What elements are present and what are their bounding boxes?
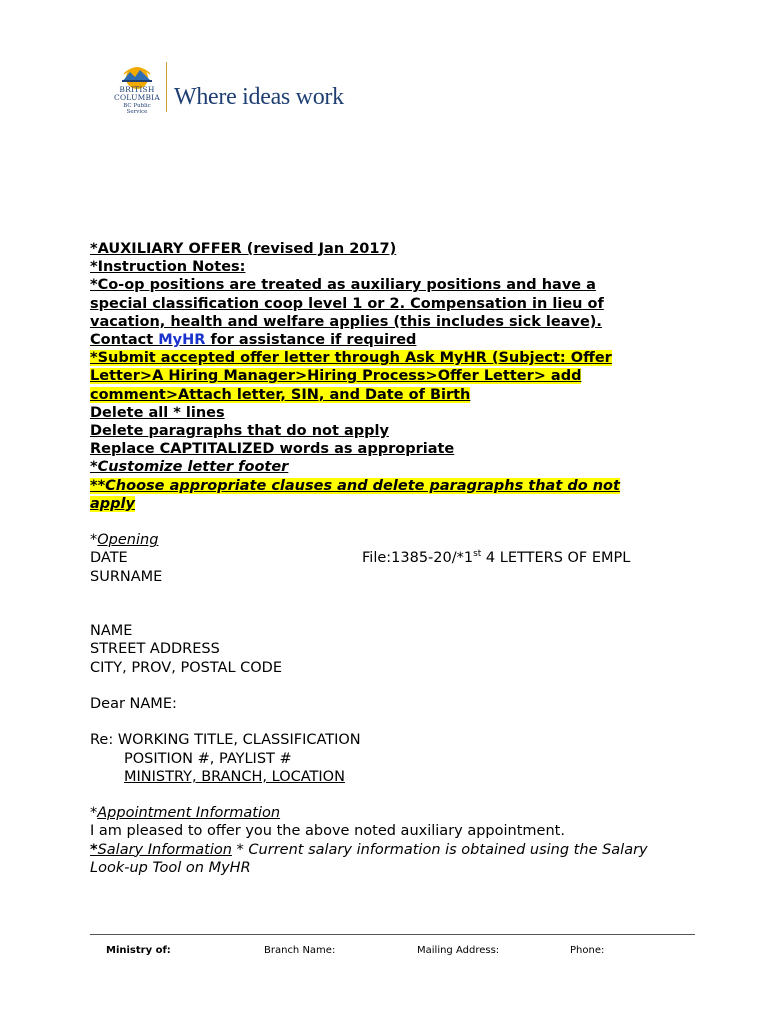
footer-mailing-address: Mailing Address: [417,945,500,956]
logo-line-public-service: BC Public Service [123,103,151,115]
spacer [90,604,680,622]
replace-caps-note: Replace CAPTITALIZED words as appropriate [90,441,455,458]
re-line-2: POSITION #, PAYLIST # [124,750,292,767]
city-field: CITY, PROV, POSTAL CODE [90,659,283,676]
logo-line-columbia: COLUMBIA [114,93,160,102]
delete-paragraphs-note: Delete paragraphs that do not apply [90,423,389,440]
contact-line [90,331,680,349]
name-field: NAME [90,623,133,640]
date-row [90,549,680,567]
coop-note-line-2: special classification coop level 1 or 2. Compensation in lieu of [90,295,604,312]
appointment-heading: *Appointment Information [90,805,281,822]
submit-note-line-1: *Submit accepted offer letter through Ask MyHR (Subject: Offer [90,350,612,367]
coop-note-line-3: vacation, health and welfare applies (this includes sick leave). [90,313,602,330]
logo-line-british: BRITISH [119,85,155,94]
instruction-notes-label: *Instruction Notes: [90,259,246,276]
spacer [90,677,680,695]
contact-prefix: Contact [90,332,159,349]
footer-branch-name: Branch Name: [264,945,336,956]
submit-note-line-2: Letter>A Hiring Manager>Hiring Process>Offer Letter> add [90,368,582,385]
submit-note-line-3: comment>Attach letter, SIN, and Date of Birth [90,386,471,403]
opening-heading: *Opening [90,532,159,549]
date-field: DATE [90,550,128,567]
footer-divider [90,934,695,935]
salary-line-1: *Salary Information * Current salary information is obtained using the Salary [90,841,648,858]
appointment-text: I am pleased to offer you the above noted auxiliary appointment. [90,823,565,840]
spacer [90,513,680,531]
file-reference: File:1385-20/*1st 4 LETTERS OF EMPL [362,549,631,567]
delete-lines-note: Delete all * lines [90,404,225,421]
choose-clauses-line-2: apply [90,495,135,512]
bc-public-service-logo [112,58,352,118]
spacer [90,586,680,604]
spacer [90,713,680,731]
coop-note-line-1: *Co-op positions are treated as auxiliary positions and have a [90,277,596,294]
logo-tagline: Where ideas work [174,84,344,110]
footer-phone: Phone: [570,945,605,956]
re-line-3: MINISTRY, BRANCH, LOCATION [124,768,345,785]
myhr-link[interactable]: MyHR [158,332,206,349]
surname-field: SURNAME [90,568,163,585]
contact-suffix: for assistance if required [205,332,417,349]
customize-footer-note: *Customize letter footer [90,459,289,476]
salutation: Dear NAME: [90,696,177,712]
offer-title: *AUXILIARY OFFER (revised Jan 2017) [90,241,397,257]
salary-line-2: Look-up Tool on MyHR [90,859,251,876]
choose-clauses-line-1: **Choose appropriate clauses and delete paragraphs that do not [90,477,620,494]
spacer [90,786,680,804]
re-line-1: Re: WORKING TITLE, CLASSIFICATION [90,732,361,749]
logo-divider [166,62,167,112]
footer-ministry: Ministry of: [106,945,171,956]
letter-body [90,240,680,877]
street-address-field: STREET ADDRESS [90,641,220,658]
